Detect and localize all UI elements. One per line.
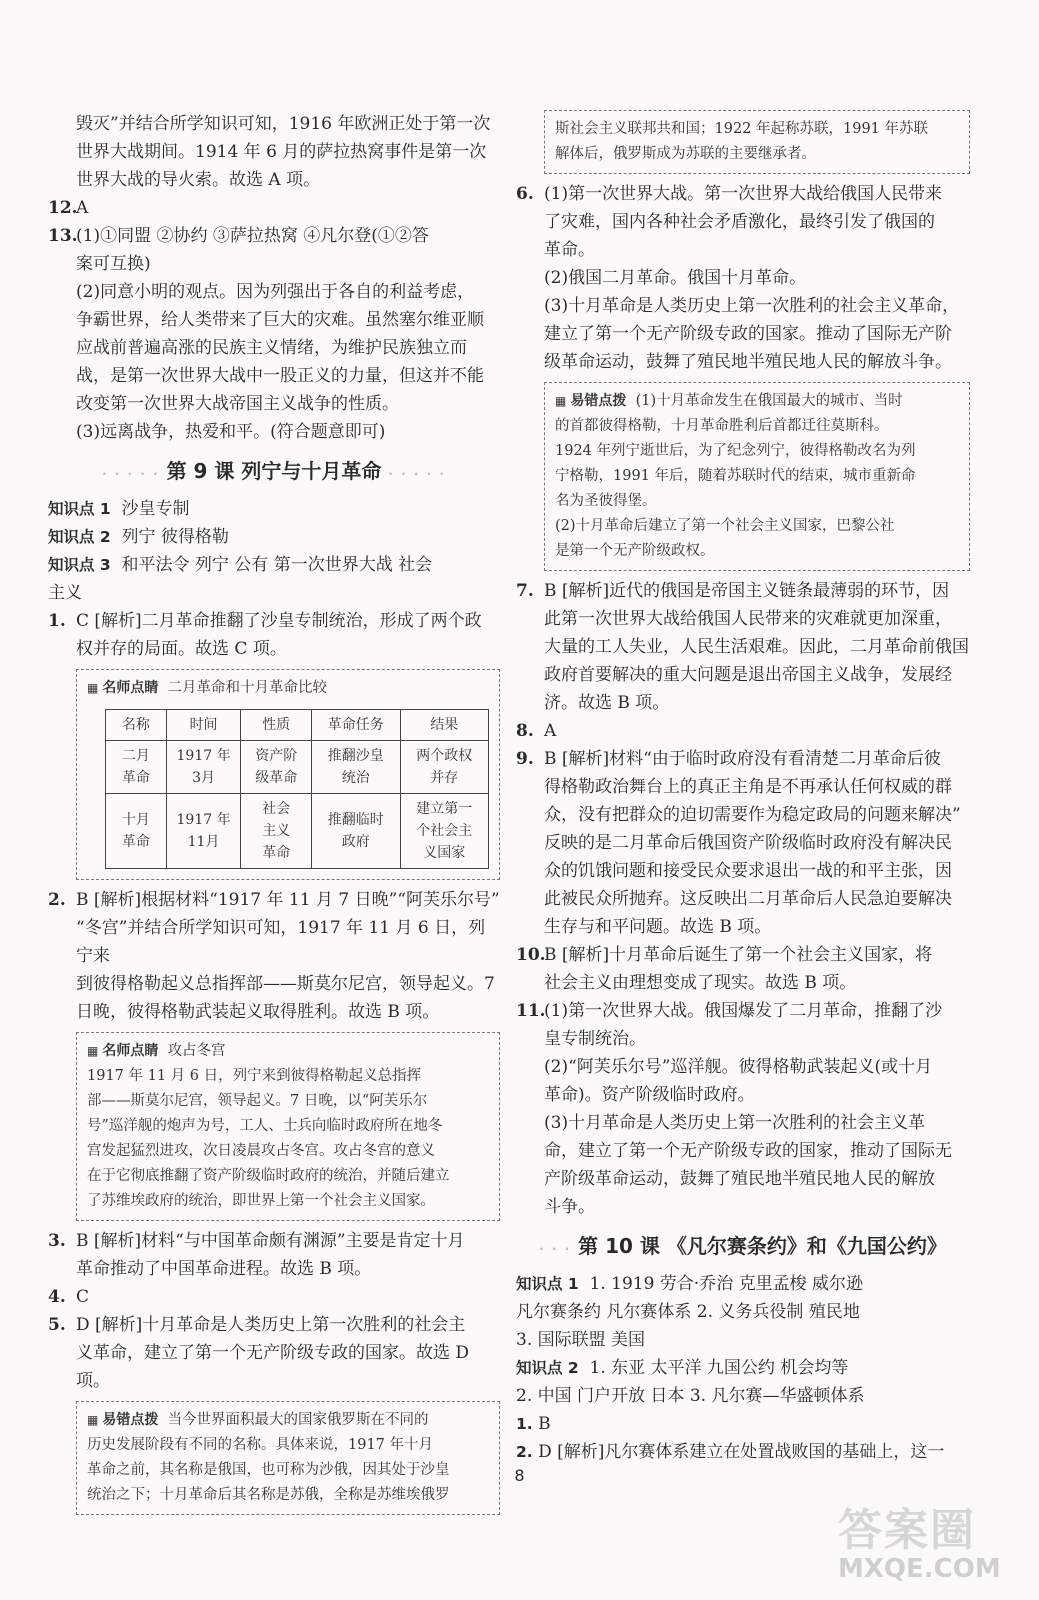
question-number: 10. (516, 945, 546, 965)
text-line: 大量的工人失业，人民生活艰难。因此，二月革命前俄国 (544, 637, 969, 657)
table-header-row (106, 710, 489, 741)
text-line: 当今世界面积最大的国家俄罗斯在不同的 (167, 1412, 429, 1428)
question-number: 5. (48, 1315, 66, 1335)
text-line: 产阶级革命运动，鼓舞了殖民地半殖民地人民的解放 (544, 1169, 935, 1189)
tip-title: 攻占冬宫 (167, 1043, 226, 1059)
text-line: 皇专制统治。 (544, 1029, 646, 1049)
text-line: 改变第一次世界大战帝国主义战争的性质。 (76, 394, 399, 414)
text-line: B [解析]材料“由于临时政府没有看清楚二月革命后彼 (544, 749, 941, 769)
text-line: 了苏维埃政府的统治，即世界上第一个社会主义国家。 (87, 1193, 435, 1209)
table-header: 革命任务 (312, 710, 400, 741)
tip-box-petrograd (544, 382, 970, 571)
text-line: 权并存的局面。故选 C 项。 (76, 639, 287, 659)
kp-text: 凡尔赛条约 凡尔赛体系 2. 义务兵役制 殖民地 (516, 1302, 860, 1322)
question-13 (48, 222, 500, 446)
kp-label: 知识点 3 (48, 556, 111, 574)
text-line: 在于它彻底推翻了资产阶级临时政府的统治，并随后建立 (87, 1168, 450, 1184)
kp-text: 3. 国际联盟 美国 (516, 1330, 646, 1350)
page-number: 8 (514, 1466, 525, 1485)
title-decoration: · · · (539, 1242, 572, 1256)
text-line: (3)远离战争，热爱和平。(符合题意即可) (76, 422, 386, 442)
text-line: 得格勒政治舞台上的真正主角是不再承认任何权威的群 (544, 777, 952, 797)
table-cell: 1917 年 11月 (166, 794, 241, 869)
question-number: 4. (48, 1287, 66, 1307)
tip-box-winter-palace (76, 1032, 500, 1221)
table-header: 结果 (400, 710, 489, 741)
answer-text: A (544, 721, 557, 741)
table-cell: 1917 年 3月 (166, 741, 241, 794)
text-line: 革命之前，其名称是俄国，也可称为沙俄，因其处于沙皇 (87, 1462, 450, 1478)
text-line: 名为圣彼得堡。 (555, 493, 657, 509)
question-number: 1. (48, 611, 66, 631)
text-line: 生存与和平问题。故选 B 项。 (544, 917, 772, 937)
text-line: 部——斯莫尔尼宫，领导起义。7 日晚，以“阿芙乐尔 (87, 1093, 428, 1109)
text-line: 斗争。 (544, 1197, 595, 1217)
text-line: 众，没有把群众的迫切需要作为稳定政局的问题来解决” (544, 805, 961, 825)
text-line: 世界大战期间。1914 年 6 月的萨拉热窝事件是第一次 (76, 142, 487, 162)
table-cell: 建立第一 个社会主 义国家 (400, 794, 489, 869)
tip-tag: ▦ 易错点拨 (555, 393, 626, 409)
tip-box-russia-names-continued (544, 110, 970, 174)
table-cell: 两个政权 并存 (400, 741, 489, 794)
watermark-logo (838, 1494, 1018, 1590)
text-line: 斯社会主义联邦共和国；1922 年起称苏联，1991 年苏联 (555, 121, 929, 137)
knowledge-point-1 (516, 1270, 970, 1298)
text-line: 众的饥饿问题和接受民众要求退出一战的和平主张，因 (544, 861, 952, 881)
table-header: 名称 (106, 710, 167, 741)
tip-box-revolution-comparison (76, 669, 500, 880)
text-line: 号”巡洋舰的炮声为号，工人、士兵向临时政府所在地冬 (87, 1118, 443, 1134)
kp-text: 列宁 彼得格勒 (121, 527, 229, 547)
table-cell: 十月 革命 (106, 794, 167, 869)
knowledge-point-2 (516, 1354, 970, 1382)
table-header: 性质 (241, 710, 312, 741)
kp-label: 知识点 2 (48, 528, 111, 546)
knowledge-point-2 (48, 523, 500, 551)
text-line: 政府首要解决的重大问题是退出帝国主义战争，发展经 (544, 665, 952, 685)
table-row (106, 741, 489, 794)
text-line: B [解析]根据材料“1917 年 11 月 7 日晚”“阿芙乐尔号” (76, 890, 500, 910)
text-line: (3)十月革命是人类历史上第一次胜利的社会主义革命， (544, 296, 960, 316)
kp-text-continued: 主义 (48, 583, 82, 603)
knowledge-point-1 (48, 495, 500, 523)
text-line: (2)俄国二月革命。俄国十月革命。 (544, 268, 807, 288)
question-6 (516, 180, 970, 376)
table-cell: 资产阶 级革命 (241, 741, 312, 794)
text-line: 革命推动了中国革命进程。故选 B 项。 (76, 1259, 372, 1279)
question-1 (48, 607, 500, 663)
kp-label: 知识点 1 (516, 1275, 579, 1293)
tip-title: 二月革命和十月革命比较 (167, 680, 328, 696)
watermark-url: MXQE.COM (838, 1554, 1001, 1584)
question-7 (516, 577, 970, 717)
text-line: 革命)。资产阶级临时政府。 (544, 1085, 755, 1105)
text-line: 级革命运动，鼓舞了殖民地半殖民地人民的解放斗争。 (544, 352, 952, 372)
text-line: (1)第一次世界大战。第一次世界大战给俄国人民带来 (544, 184, 943, 204)
question-9 (516, 745, 970, 941)
text-line: (2)十月革命后建立了第一个社会主义国家，巴黎公社 (555, 518, 895, 534)
table-cell: 社会 主义 革命 (241, 794, 312, 869)
kp-text: 沙皇专制 (121, 499, 190, 519)
question-8 (516, 717, 970, 745)
text-line: 1924 年列宁逝世后，为了纪念列宁，彼得格勒改名为列 (555, 443, 916, 459)
text-line: 的首都彼得格勒，十月革命胜利后首都迁往莫斯科。 (555, 418, 889, 434)
exercise-2 (516, 1438, 970, 1466)
question-10 (516, 941, 970, 997)
tip-tag: ▦ 易错点拨 (87, 1412, 158, 1428)
title-decoration: · · · · · (102, 467, 160, 481)
text-line: (2)“阿芙乐尔号”巡洋舰。彼得格勒武装起义(或十月 (544, 1057, 933, 1077)
question-number: 13. (48, 226, 78, 246)
question-number: 8. (516, 721, 534, 741)
text-line: 反映的是二月革命后俄国资产阶级临时政府没有解决民 (544, 833, 952, 853)
text-line: C [解析]二月革命推翻了沙皇专制统治，形成了两个政 (76, 611, 482, 631)
table-cell: 推翻沙皇 统治 (312, 741, 400, 794)
text-line: B [解析]近代的俄国是帝国主义链条最薄弱的环节，因 (544, 581, 950, 601)
question-12 (48, 194, 500, 222)
tip-box-russia-names (76, 1401, 500, 1515)
text-line: 宁格勒，1991 年后，随着苏联时代的结束，城市重新命 (555, 468, 916, 484)
text-line: 世界大战的导火索。故选 A 项。 (76, 170, 321, 190)
question-number: 9. (516, 749, 534, 769)
question-5 (48, 1311, 500, 1395)
text-line: D [解析]十月革命是人类历史上第一次胜利的社会主 (76, 1315, 466, 1335)
question-number: 2. (48, 890, 66, 910)
text-line: 解体后，俄罗斯成为苏联的主要继承者。 (555, 146, 816, 162)
text-line: 日晚，彼得格勒武装起义取得胜利。故选 B 项。 (76, 1002, 440, 1022)
question-number: 11. (516, 1001, 546, 1021)
text-line: 社会主义由理想变成了现实。故选 B 项。 (544, 973, 857, 993)
table-row (106, 794, 489, 869)
table-cell: 推翻临时 政府 (312, 794, 400, 869)
question-number: 6. (516, 184, 534, 204)
question-number: 1. (516, 1415, 533, 1433)
text-line: 革命。 (544, 240, 595, 260)
question-2 (48, 886, 500, 1026)
lesson-title-text: 第 10 课 《凡尔赛条约》和《九国公约》 (578, 1234, 947, 1258)
question-number: 2. (516, 1443, 533, 1461)
tip-tag: ▦ 名师点睛 (87, 680, 158, 696)
table-cell: 二月 革命 (106, 741, 167, 794)
lesson-9-title (48, 456, 500, 489)
question-number: 3. (48, 1231, 66, 1251)
text-line: 争霸世界，给人类带来了巨大的灾难。虽然塞尔维亚顺 (76, 310, 484, 330)
text-line: 到彼得格勒起义总指挥部——斯莫尔尼宫，领导起义。7 (76, 974, 495, 994)
knowledge-point-3 (48, 551, 500, 579)
text-line: 应战前普遍高涨的民族主义情绪，为维护民族独立而 (76, 338, 467, 358)
comparison-table (105, 709, 489, 869)
text-line: (2)同意小明的观点。因为列强出于各自的利益考虑， (76, 282, 475, 302)
text-line: 济。故选 B 项。 (544, 693, 670, 713)
question-3 (48, 1227, 500, 1283)
kp-text: 2. 中国 门户开放 日本 3. 凡尔赛—华盛顿体系 (516, 1386, 865, 1406)
kp-text: 和平法令 列宁 公有 第一次世界大战 社会 (121, 555, 433, 575)
text-line: 了灾难，国内各种社会矛盾激化，最终引发了俄国的 (544, 212, 935, 232)
tip-tag: ▦ 名师点睛 (87, 1043, 158, 1059)
text-line: 毁灭”并结合所学知识可知，1916 年欧洲正处于第一次 (76, 114, 491, 134)
text-line: 历史发展阶段有不同的名称。具体来说，1917 年十月 (87, 1437, 434, 1453)
text-line: (1)第一次世界大战。俄国爆发了二月革命，推翻了沙 (544, 1001, 943, 1021)
question-11 (516, 997, 970, 1221)
lesson-10-title (516, 1231, 970, 1264)
text-line: 战，是第一次世界大战中一股正义的力量，但这并不能 (76, 366, 484, 386)
text-line: B [解析]十月革命后诞生了第一个社会主义国家，将 (544, 945, 933, 965)
text-line: (1)十月革命发生在俄国最大的城市、当时 (635, 393, 903, 409)
text-line: 命，建立了第一个无产阶级专政的国家，推动了国际无 (544, 1141, 952, 1161)
title-decoration: · · · · · (388, 467, 446, 481)
kp-text: 1. 东亚 太平洋 九国公约 机会均等 (589, 1358, 849, 1378)
text-line: 1917 年 11 月 6 日，列宁来到彼得格勒起义总指挥 (87, 1068, 422, 1084)
text-line: (3)十月革命是人类历史上第一次胜利的社会主义革 (544, 1113, 926, 1133)
question-number: 12. (48, 198, 78, 218)
text-line: 统治之下；十月革命后其名称是苏俄，全称是苏维埃俄罗 (87, 1487, 450, 1503)
text-line: “冬宫”并结合所学知识可知，1917 年 11 月 6 日，列宁来 (76, 918, 486, 966)
text-line: B [解析]材料“与中国革命颇有渊源”主要是肯定十月 (76, 1231, 465, 1251)
right-column (516, 110, 970, 1466)
left-column (48, 110, 500, 1521)
text-line: 此被民众所抛弃。这反映出二月革命后人民急迫要解决 (544, 889, 952, 909)
lesson-title-text: 第 9 课 列宁与十月革命 (166, 459, 382, 483)
watermark-mark: 答案圈 (838, 1505, 976, 1556)
exercise-1 (516, 1410, 970, 1438)
question-4 (48, 1283, 500, 1311)
answer-text: C (76, 1287, 90, 1307)
answer-text: B (538, 1414, 551, 1434)
table-header: 时间 (166, 710, 241, 741)
text-line: 宫发起猛烈进攻，次日凌晨攻占冬宫。攻占冬宫的意义 (87, 1143, 435, 1159)
q11-continuation (48, 110, 500, 194)
text-line: 案可互换) (76, 254, 151, 274)
answer-text: A (76, 198, 89, 218)
text-line: D [解析]凡尔赛体系建立在处置战败国的基础上，这一 (538, 1442, 945, 1462)
text-line: 此第一次世界大战给俄国人民带来的灾难就更加深重， (544, 609, 952, 629)
text-line: 义革命，建立了第一个无产阶级专政的国家。故选 D 项。 (76, 1343, 470, 1391)
kp-label: 知识点 2 (516, 1359, 579, 1377)
kp-text: 1. 1919 劳合·乔治 克里孟梭 威尔逊 (589, 1274, 864, 1294)
question-number: 7. (516, 581, 534, 601)
text-line: (1)①同盟 ②协约 ③萨拉热窝 ④凡尔登(①②答 (76, 226, 429, 246)
text-line: 是第一个无产阶级政权。 (555, 543, 715, 559)
kp-label: 知识点 1 (48, 500, 111, 518)
text-line: 建立了第一个无产阶级专政的国家。推动了国际无产阶 (544, 324, 952, 344)
